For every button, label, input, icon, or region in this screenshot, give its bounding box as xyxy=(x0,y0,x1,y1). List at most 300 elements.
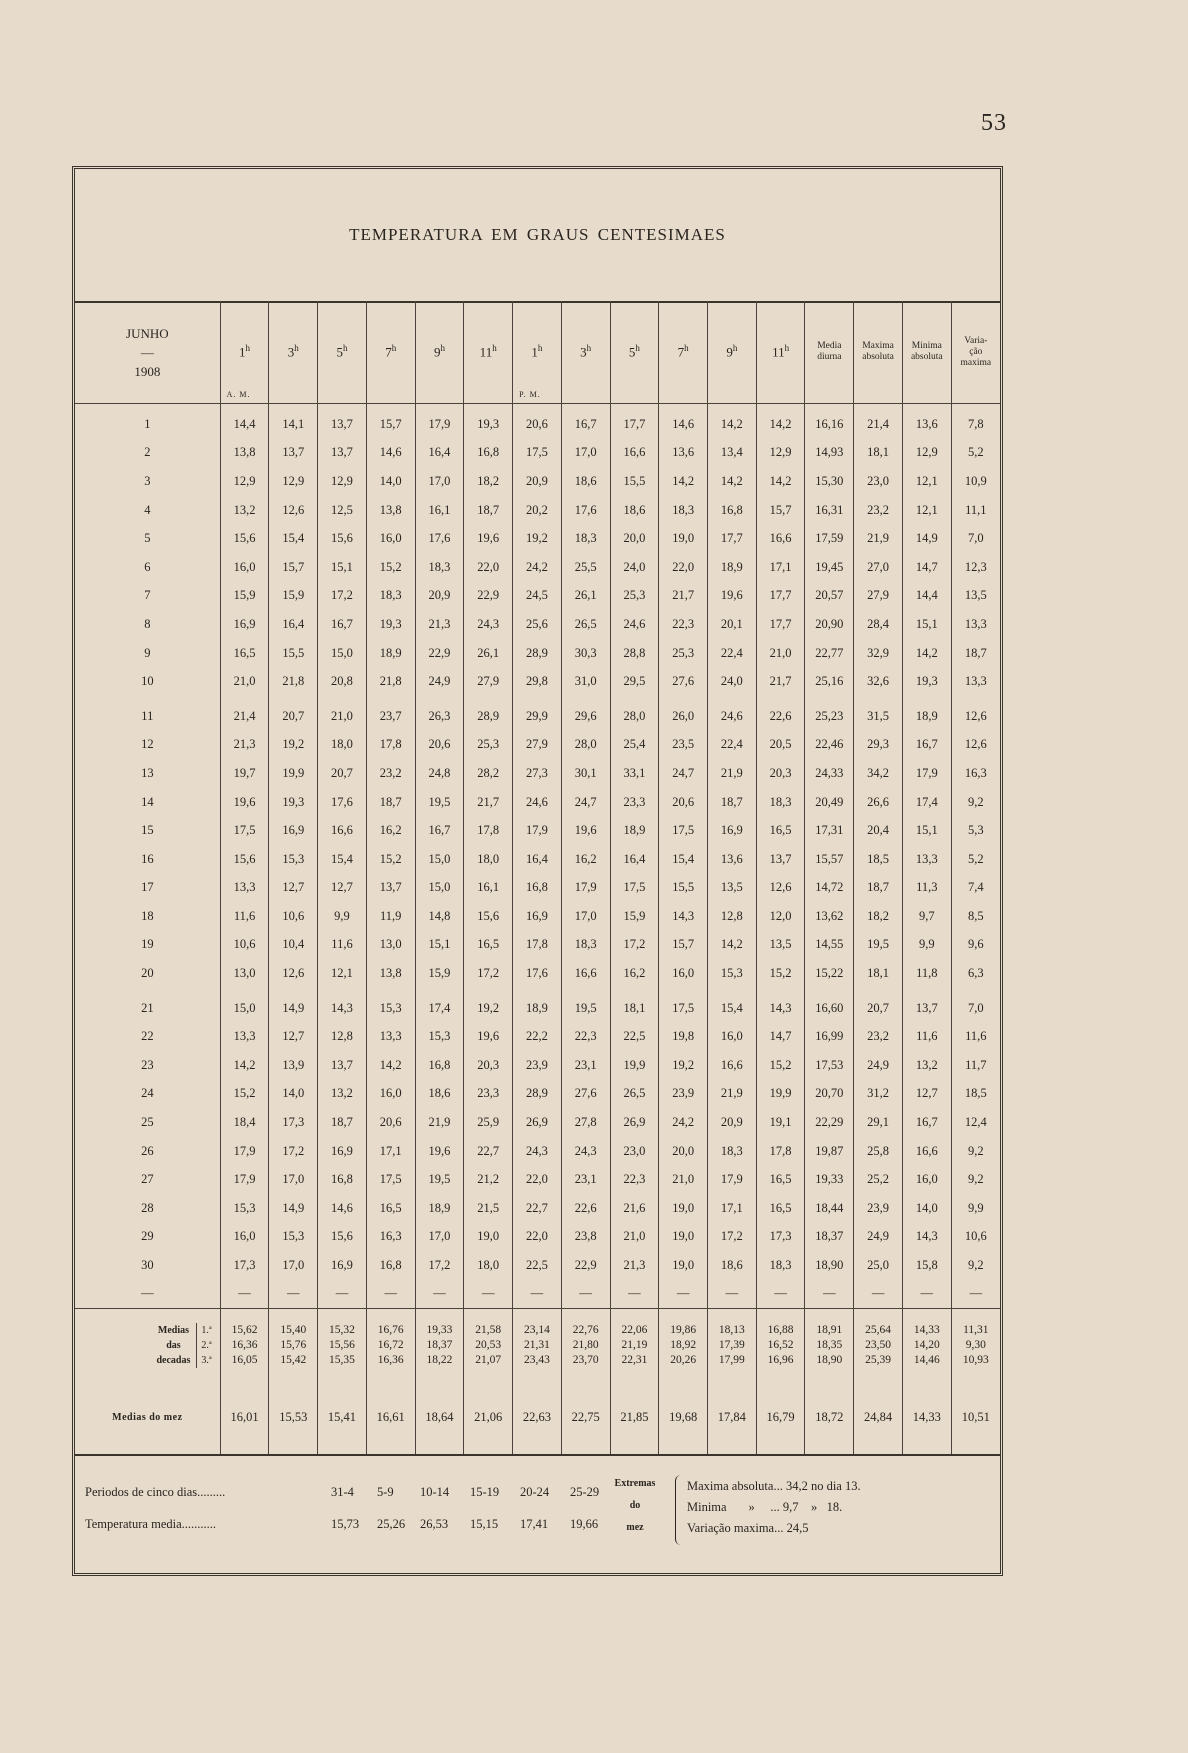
value-cell: 21,9 xyxy=(708,759,757,788)
value-cell: 24,7 xyxy=(659,759,708,788)
value-cell: 24,3 xyxy=(464,610,513,639)
value-cell: 27,9 xyxy=(464,667,513,696)
value-cell: 24,0 xyxy=(610,553,659,582)
value-cell: 12,9 xyxy=(902,439,951,468)
value-cell: 18,9 xyxy=(610,816,659,845)
table-row xyxy=(75,524,1000,553)
value-cell: 27,9 xyxy=(513,731,562,760)
value-cell: 15,1 xyxy=(902,816,951,845)
value-cell: 25,8 xyxy=(854,1137,903,1166)
value-cell: 15,6 xyxy=(220,524,269,553)
month-header xyxy=(75,301,220,404)
decada-values-cell: 23,14 21,31 23,43 xyxy=(513,1308,562,1382)
temperature-table xyxy=(75,301,1000,1456)
value-cell: 20,3 xyxy=(464,1051,513,1080)
value-cell: 13,3 xyxy=(951,610,1000,639)
value-cell: 17,9 xyxy=(220,1165,269,1194)
value-cell: 17,0 xyxy=(269,1165,318,1194)
dash-cell: — xyxy=(951,1280,1000,1309)
value-cell: 9,2 xyxy=(951,788,1000,817)
value-cell: 16,4 xyxy=(269,610,318,639)
value-cell: 26,5 xyxy=(561,610,610,639)
value-cell: 17,8 xyxy=(513,931,562,960)
value-cell: 16,5 xyxy=(220,639,269,668)
value-cell: 22,9 xyxy=(415,639,464,668)
value-cell: 19,3 xyxy=(269,788,318,817)
value-cell: 9,9 xyxy=(951,1194,1000,1223)
table-row xyxy=(75,1223,1000,1252)
value-cell: 16,8 xyxy=(366,1251,415,1280)
value-cell: 20,4 xyxy=(854,816,903,845)
value-cell: 19,2 xyxy=(464,994,513,1023)
value-cell: 19,0 xyxy=(659,1223,708,1252)
value-cell: 18,7 xyxy=(854,874,903,903)
value-cell: 16,3 xyxy=(951,759,1000,788)
value-cell: 28,0 xyxy=(610,702,659,731)
value-cell: 16,4 xyxy=(513,845,562,874)
temperature-table-frame xyxy=(72,166,1003,1576)
value-cell: 17,0 xyxy=(561,902,610,931)
value-cell: 16,5 xyxy=(756,1194,805,1223)
value-cell: 18,44 xyxy=(805,1194,854,1223)
value-cell: 16,1 xyxy=(415,496,464,525)
hour-header-9: 5$^h$ xyxy=(610,301,659,404)
value-cell: 17,1 xyxy=(708,1194,757,1223)
value-cell: 14,3 xyxy=(318,994,367,1023)
table-row xyxy=(75,931,1000,960)
value-cell: 29,5 xyxy=(610,667,659,696)
value-cell: 15,5 xyxy=(610,467,659,496)
value-cell: 25,2 xyxy=(854,1165,903,1194)
value-cell: 22,9 xyxy=(464,582,513,611)
dash-cell: — xyxy=(366,1280,415,1309)
dash-cell: — xyxy=(805,1280,854,1309)
value-cell: 22,5 xyxy=(513,1251,562,1280)
value-cell: 9,7 xyxy=(902,902,951,931)
value-cell: 16,7 xyxy=(561,410,610,439)
value-cell: 18,2 xyxy=(464,467,513,496)
value-cell: 17,0 xyxy=(269,1251,318,1280)
value-cell: 18,0 xyxy=(318,731,367,760)
value-cell: 21,6 xyxy=(610,1194,659,1223)
value-cell: 20,7 xyxy=(318,759,367,788)
value-cell: 11,1 xyxy=(951,496,1000,525)
table-row xyxy=(75,788,1000,817)
value-cell: 15,30 xyxy=(805,467,854,496)
value-cell: 15,1 xyxy=(415,931,464,960)
value-cell: 21,8 xyxy=(366,667,415,696)
value-cell: 15,4 xyxy=(318,845,367,874)
mez-value-cell: 21,85 xyxy=(610,1382,659,1455)
value-cell: 16,4 xyxy=(415,439,464,468)
value-cell: 22,5 xyxy=(610,1022,659,1051)
value-cell: 19,2 xyxy=(269,731,318,760)
value-cell: 28,4 xyxy=(854,610,903,639)
value-cell: 34,2 xyxy=(854,759,903,788)
value-cell: 19,9 xyxy=(756,1080,805,1109)
value-cell: 30,3 xyxy=(561,639,610,668)
day-cell: 6 xyxy=(144,559,151,574)
value-cell: 21,4 xyxy=(220,702,269,731)
value-cell: 25,3 xyxy=(659,639,708,668)
value-cell: 18,1 xyxy=(854,959,903,988)
table-row xyxy=(75,902,1000,931)
hour-header-10: 7$^h$ xyxy=(659,301,708,404)
value-cell: 16,8 xyxy=(464,439,513,468)
value-cell: 17,5 xyxy=(659,816,708,845)
value-cell: 18,0 xyxy=(464,845,513,874)
value-cell: 22,46 xyxy=(805,731,854,760)
value-cell: 13,3 xyxy=(220,874,269,903)
mez-value-cell: 16,61 xyxy=(366,1382,415,1455)
day-cell: 27 xyxy=(141,1172,154,1187)
day-cell: 10 xyxy=(141,674,154,689)
value-cell: 13,6 xyxy=(708,845,757,874)
value-cell: 16,2 xyxy=(561,845,610,874)
value-cell: 18,9 xyxy=(902,702,951,731)
value-cell: 11,6 xyxy=(318,931,367,960)
value-cell: 15,3 xyxy=(269,845,318,874)
dash-cell: — xyxy=(220,1280,269,1309)
value-cell: 19,45 xyxy=(805,553,854,582)
value-cell: 15,4 xyxy=(659,845,708,874)
value-cell: 23,8 xyxy=(561,1223,610,1252)
decada-values-cell: 22,76 21,80 23,70 xyxy=(561,1308,610,1382)
value-cell: 23,2 xyxy=(854,1022,903,1051)
value-cell: 19,33 xyxy=(805,1165,854,1194)
value-cell: 13,2 xyxy=(902,1051,951,1080)
value-cell: 23,1 xyxy=(561,1051,610,1080)
value-cell: 13,6 xyxy=(902,410,951,439)
value-cell: 14,4 xyxy=(902,582,951,611)
value-cell: 18,5 xyxy=(951,1080,1000,1109)
periodo-value: 5-9 xyxy=(377,1485,394,1499)
value-cell: 18,0 xyxy=(464,1251,513,1280)
value-cell: 16,31 xyxy=(805,496,854,525)
value-cell: 19,3 xyxy=(902,667,951,696)
value-cell: 12,1 xyxy=(318,959,367,988)
value-cell: 17,2 xyxy=(318,582,367,611)
value-cell: 16,16 xyxy=(805,410,854,439)
value-cell: 12,6 xyxy=(756,874,805,903)
value-cell: 17,9 xyxy=(415,410,464,439)
value-cell: 13,5 xyxy=(708,874,757,903)
value-cell: 19,9 xyxy=(610,1051,659,1080)
value-cell: 20,6 xyxy=(415,731,464,760)
value-cell: 13,7 xyxy=(318,410,367,439)
value-cell: 17,8 xyxy=(366,731,415,760)
value-cell: 16,7 xyxy=(415,816,464,845)
value-cell: 15,3 xyxy=(415,1022,464,1051)
value-cell: 24,3 xyxy=(561,1137,610,1166)
value-cell: 10,9 xyxy=(951,467,1000,496)
value-cell: 13,7 xyxy=(269,439,318,468)
value-cell: 17,53 xyxy=(805,1051,854,1080)
value-cell: 17,3 xyxy=(220,1251,269,1280)
value-cell: 14,93 xyxy=(805,439,854,468)
value-cell: 20,57 xyxy=(805,582,854,611)
value-cell: 20,6 xyxy=(659,788,708,817)
table-row xyxy=(75,610,1000,639)
table-row xyxy=(75,959,1000,988)
value-cell: 14,9 xyxy=(269,1194,318,1223)
value-cell: 12,0 xyxy=(756,902,805,931)
value-cell: 13,8 xyxy=(366,959,415,988)
value-cell: 13,8 xyxy=(220,439,269,468)
table-row xyxy=(75,667,1000,696)
value-cell: 28,9 xyxy=(464,702,513,731)
value-cell: 15,7 xyxy=(269,553,318,582)
value-cell: 11,6 xyxy=(902,1022,951,1051)
value-cell: 13,62 xyxy=(805,902,854,931)
value-cell: 16,6 xyxy=(902,1137,951,1166)
hour-header-2: 3$^h$ xyxy=(269,301,318,404)
value-cell: 15,2 xyxy=(756,1051,805,1080)
day-cell: 24 xyxy=(141,1086,154,1101)
value-cell: 13,0 xyxy=(220,959,269,988)
value-cell: 24,3 xyxy=(513,1137,562,1166)
value-cell: 20,1 xyxy=(708,610,757,639)
value-cell: 20,0 xyxy=(610,524,659,553)
value-cell: 19,5 xyxy=(415,1165,464,1194)
table-row xyxy=(75,816,1000,845)
value-cell: 31,5 xyxy=(854,702,903,731)
value-cell: 32,6 xyxy=(854,667,903,696)
value-cell: 19,0 xyxy=(659,1251,708,1280)
hour-header-8: 3$^h$ xyxy=(561,301,610,404)
value-cell: 12,6 xyxy=(951,702,1000,731)
value-cell: 23,9 xyxy=(659,1080,708,1109)
value-cell: 25,0 xyxy=(854,1251,903,1280)
value-cell: 26,9 xyxy=(513,1108,562,1137)
value-cell: 25,23 xyxy=(805,702,854,731)
day-cell: 28 xyxy=(141,1200,154,1215)
day-cell: 7 xyxy=(144,588,151,603)
value-cell: 22,6 xyxy=(756,702,805,731)
value-cell: 21,3 xyxy=(610,1251,659,1280)
mez-value-cell: 16,79 xyxy=(756,1382,805,1455)
value-cell: 15,0 xyxy=(220,994,269,1023)
value-cell: 16,0 xyxy=(902,1165,951,1194)
value-cell: 12,3 xyxy=(951,553,1000,582)
value-cell: 13,3 xyxy=(902,845,951,874)
value-cell: 27,6 xyxy=(561,1080,610,1109)
value-cell: 18,3 xyxy=(756,1251,805,1280)
value-cell: 19,0 xyxy=(659,524,708,553)
value-cell: 23,2 xyxy=(854,496,903,525)
value-cell: 17,9 xyxy=(513,816,562,845)
value-cell: 12,9 xyxy=(756,439,805,468)
value-cell: 21,7 xyxy=(659,582,708,611)
value-cell: 13,2 xyxy=(318,1080,367,1109)
value-cell: 15,0 xyxy=(415,845,464,874)
dash-cell: — xyxy=(902,1280,951,1309)
value-cell: 24,9 xyxy=(854,1051,903,1080)
value-cell: 21,7 xyxy=(464,788,513,817)
table-row xyxy=(75,582,1000,611)
value-cell: 15,2 xyxy=(756,959,805,988)
value-cell: 13,3 xyxy=(366,1022,415,1051)
value-cell: 20,7 xyxy=(854,994,903,1023)
value-cell: 18,37 xyxy=(805,1223,854,1252)
value-cell: 18,3 xyxy=(659,496,708,525)
medias-decadas-row xyxy=(75,1308,1000,1382)
value-cell: 17,5 xyxy=(513,439,562,468)
value-cell: 25,5 xyxy=(561,553,610,582)
value-cell: 13,3 xyxy=(220,1022,269,1051)
decada-values-cell: 15,32 15,56 15,35 xyxy=(318,1308,367,1382)
value-cell: 28,8 xyxy=(610,639,659,668)
decada-values-cell: 16,88 16,52 16,96 xyxy=(756,1308,805,1382)
value-cell: 18,6 xyxy=(561,467,610,496)
value-cell: 31,2 xyxy=(854,1080,903,1109)
mez-value-cell: 14,33 xyxy=(902,1382,951,1455)
day-cell: 17 xyxy=(141,880,154,895)
value-cell: 15,7 xyxy=(366,410,415,439)
value-cell: 12,7 xyxy=(269,1022,318,1051)
value-cell: 23,2 xyxy=(366,759,415,788)
extremas-minima: Minima » ... 9,7 » 18. xyxy=(687,1500,843,1514)
value-cell: 16,3 xyxy=(366,1223,415,1252)
value-cell: 18,1 xyxy=(610,994,659,1023)
value-cell: 24,0 xyxy=(708,667,757,696)
value-cell: 17,6 xyxy=(561,496,610,525)
value-cell: 23,0 xyxy=(854,467,903,496)
value-cell: 14,2 xyxy=(708,467,757,496)
value-cell: 20,6 xyxy=(366,1108,415,1137)
extremas-maxima: Maxima absoluta... 34,2 no dia 13. xyxy=(687,1479,861,1493)
value-cell: 13,7 xyxy=(318,1051,367,1080)
value-cell: 29,6 xyxy=(561,702,610,731)
dash-cell: — xyxy=(464,1280,513,1309)
value-cell: 12,6 xyxy=(269,959,318,988)
day-cell: 11 xyxy=(141,708,154,723)
day-cell: 29 xyxy=(141,1229,154,1244)
value-cell: 21,5 xyxy=(464,1194,513,1223)
value-cell: 9,6 xyxy=(951,931,1000,960)
mez-value-cell: 10,51 xyxy=(951,1382,1000,1455)
mez-value-cell: 18,72 xyxy=(805,1382,854,1455)
value-cell: 16,6 xyxy=(318,816,367,845)
value-cell: 12,7 xyxy=(902,1080,951,1109)
value-cell: 13,6 xyxy=(659,439,708,468)
value-cell: 15,1 xyxy=(902,610,951,639)
value-cell: 17,0 xyxy=(415,1223,464,1252)
value-cell: 15,6 xyxy=(464,902,513,931)
value-cell: 18,3 xyxy=(415,553,464,582)
value-cell: 17,2 xyxy=(464,959,513,988)
value-cell: 18,6 xyxy=(610,496,659,525)
month-label: JUNHO xyxy=(126,325,169,341)
value-cell: 19,8 xyxy=(659,1022,708,1051)
minima-absoluta-header: Minima absoluta xyxy=(902,301,951,404)
table-row xyxy=(75,874,1000,903)
dash-cell: — xyxy=(513,1280,562,1309)
value-cell: 19,9 xyxy=(269,759,318,788)
value-cell: 16,2 xyxy=(610,959,659,988)
value-cell: 13,7 xyxy=(318,439,367,468)
mez-value-cell: 21,06 xyxy=(464,1382,513,1455)
value-cell: 15,4 xyxy=(269,524,318,553)
value-cell: 12,7 xyxy=(269,874,318,903)
value-cell: 22,3 xyxy=(659,610,708,639)
value-cell: 13,7 xyxy=(902,994,951,1023)
value-cell: 17,9 xyxy=(708,1165,757,1194)
value-cell: 16,6 xyxy=(561,959,610,988)
day-cell: 2 xyxy=(144,445,151,460)
value-cell: 19,5 xyxy=(854,931,903,960)
value-cell: 23,3 xyxy=(610,788,659,817)
value-cell: 26,9 xyxy=(610,1108,659,1137)
value-cell: 12,7 xyxy=(318,874,367,903)
table-row xyxy=(75,731,1000,760)
value-cell: 14,55 xyxy=(805,931,854,960)
value-cell: 23,5 xyxy=(659,731,708,760)
value-cell: 15,5 xyxy=(659,874,708,903)
maxima-absoluta-header: Maxima absoluta xyxy=(854,301,903,404)
table-row xyxy=(75,553,1000,582)
value-cell: 19,6 xyxy=(464,1022,513,1051)
value-cell: 13,3 xyxy=(951,667,1000,696)
day-cell: 20 xyxy=(141,966,154,981)
value-cell: 23,1 xyxy=(561,1165,610,1194)
value-cell: 15,7 xyxy=(756,496,805,525)
value-cell: 20,6 xyxy=(513,410,562,439)
value-cell: 11,7 xyxy=(951,1051,1000,1080)
value-cell: 10,6 xyxy=(220,931,269,960)
day-cell: 5 xyxy=(144,531,151,546)
dash-cell: — xyxy=(269,1280,318,1309)
value-cell: 27,6 xyxy=(659,667,708,696)
decada-values-cell: 22,06 21,19 22,31 xyxy=(610,1308,659,1382)
value-cell: 24,8 xyxy=(415,759,464,788)
medias-mez-row xyxy=(75,1382,1000,1455)
value-cell: 23,9 xyxy=(854,1194,903,1223)
value-cell: 14,8 xyxy=(415,902,464,931)
value-cell: 16,9 xyxy=(708,816,757,845)
value-cell: 17,7 xyxy=(610,410,659,439)
value-cell: 19,2 xyxy=(659,1051,708,1080)
value-cell: 19,3 xyxy=(464,410,513,439)
value-cell: 21,0 xyxy=(220,667,269,696)
value-cell: 13,5 xyxy=(756,931,805,960)
value-cell: 11,8 xyxy=(902,959,951,988)
value-cell: 18,1 xyxy=(854,439,903,468)
table-footer xyxy=(75,1453,1000,1573)
value-cell: 17,4 xyxy=(415,994,464,1023)
table-row xyxy=(75,1137,1000,1166)
value-cell: 25,4 xyxy=(610,731,659,760)
value-cell: 18,6 xyxy=(415,1080,464,1109)
value-cell: 21,0 xyxy=(756,639,805,668)
value-cell: 28,0 xyxy=(561,731,610,760)
day-cell: 25 xyxy=(141,1115,154,1130)
value-cell: 16,0 xyxy=(366,1080,415,1109)
value-cell: 19,6 xyxy=(415,1137,464,1166)
value-cell: 21,3 xyxy=(415,610,464,639)
mez-value-cell: 16,01 xyxy=(220,1382,269,1455)
day-cell: 22 xyxy=(141,1029,154,1044)
dash-cell: — xyxy=(659,1280,708,1309)
value-cell: 14,6 xyxy=(318,1194,367,1223)
day-cell: 19 xyxy=(141,937,154,952)
value-cell: 18,7 xyxy=(318,1108,367,1137)
value-cell: 17,7 xyxy=(756,610,805,639)
day-cell: 8 xyxy=(144,616,151,631)
value-cell: 19,87 xyxy=(805,1137,854,1166)
header-row xyxy=(75,301,1000,404)
value-cell: 14,0 xyxy=(902,1194,951,1223)
